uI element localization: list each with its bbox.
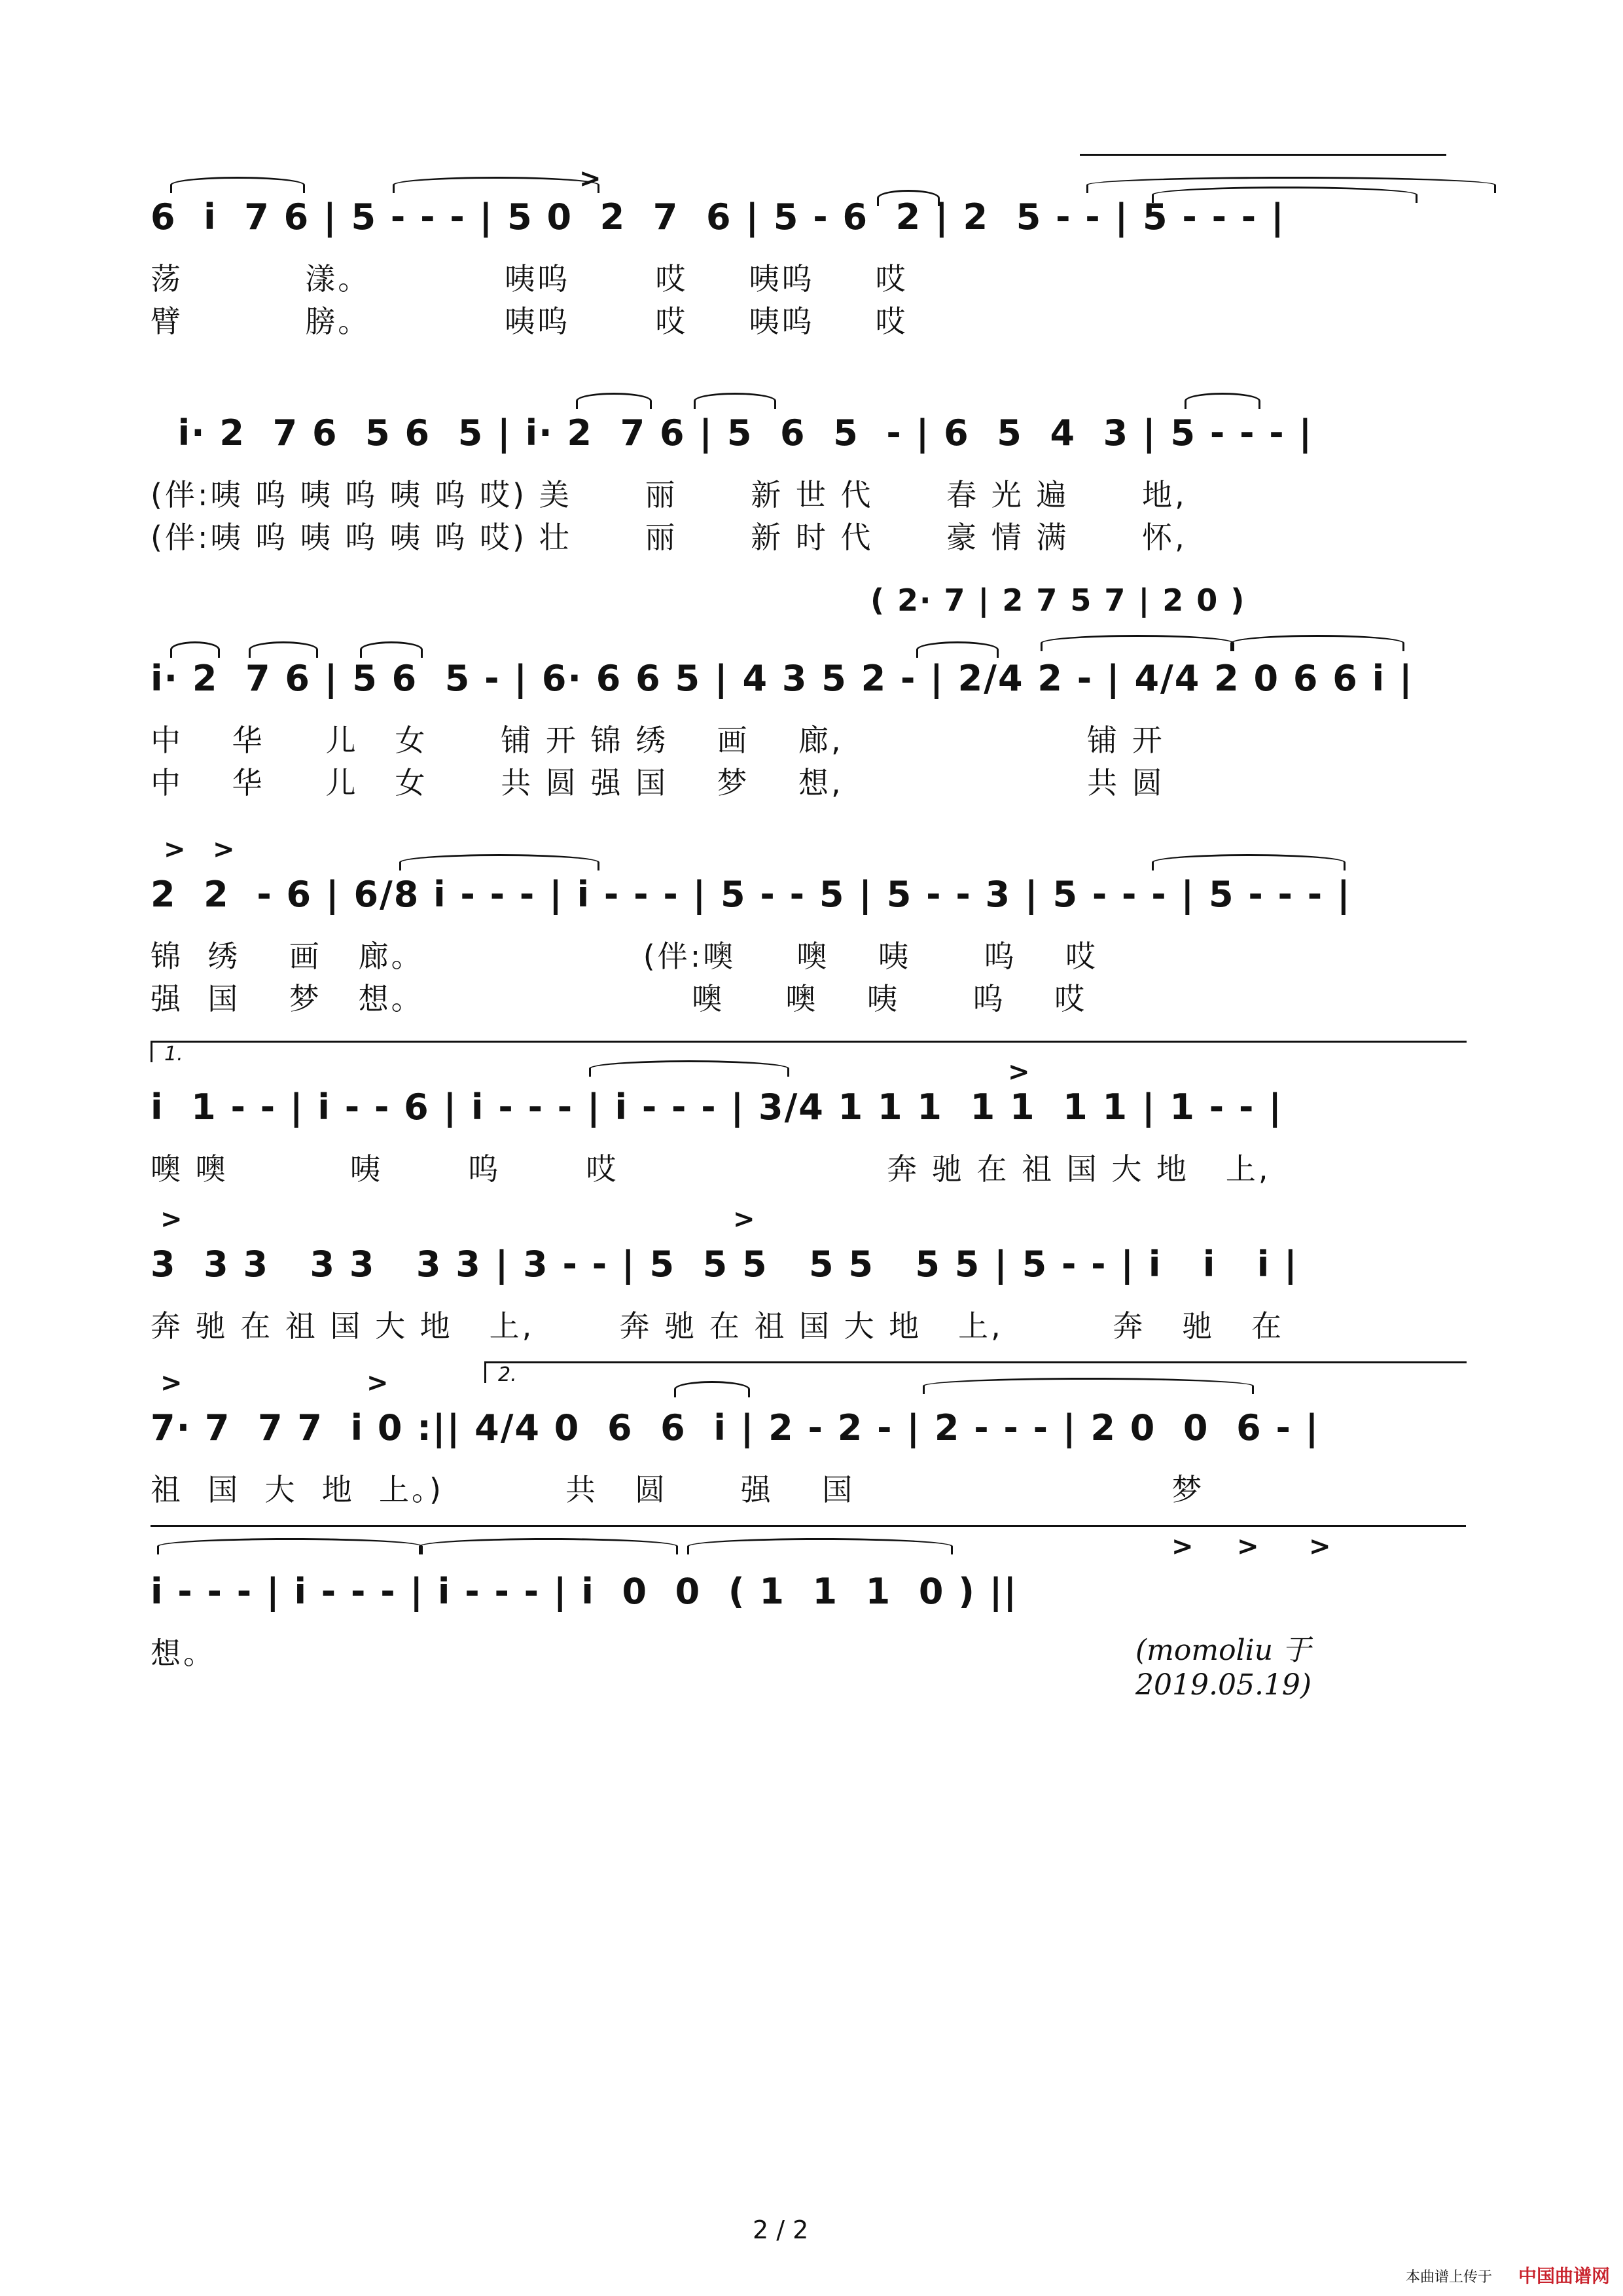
accent-mark: > <box>213 834 235 865</box>
lyric-line-1: 中 华 儿 女 铺 开 锦 绣 画 廊, 铺 开 <box>151 723 1165 758</box>
page-number: 2 / 2 <box>753 2215 809 2244</box>
notation-line: 2 2 - 6 | 6/8 i - - - | i - - - | 5 - - 5 | 5 - - 3 | 5 - - - | 5 - - - | <box>151 874 1351 915</box>
tie <box>687 1538 953 1554</box>
notation-line: i· 2 7 6 5 6 5 | i· 2 7 6 | 5 6 5 - | 6 5 4 3 | 5 - - - | <box>151 412 1313 454</box>
tie <box>1185 393 1260 409</box>
accent-mark: > <box>164 834 186 865</box>
notation-line: i· 2 7 6 | 5 6 5 - | 6· 6 6 5 | 4 3 5 2 - | 2/4 2 - | 4/4 2 0 6 6 i | <box>151 658 1414 699</box>
accent-mark: > <box>579 164 601 194</box>
tie <box>589 1060 789 1077</box>
accent-mark: > <box>160 1368 183 1398</box>
lyric-line-1: 荡 漾。 咦呜 哎 咦呜 哎 <box>151 261 908 296</box>
accent-mark: > <box>1237 1532 1259 1562</box>
tie <box>916 641 999 658</box>
notation-line: 3 3 3 3 3 3 3 | 3 - - | 5 5 5 5 5 5 5 | 5 - - | i i i | <box>151 1244 1298 1285</box>
tie <box>576 393 652 409</box>
lyric-line-2: (伴:咦 呜 咦 呜 咦 呜 哎) 壮 丽 新 时 代 豪 情 满 怀, <box>151 520 1187 555</box>
volta-bracket-2: 2. <box>484 1361 1467 1383</box>
tie <box>674 1381 750 1397</box>
intro-notation: ( 2· 7 | 2 7 5 7 | 2 0 ) <box>870 583 1246 618</box>
tie <box>170 177 305 193</box>
accent-mark: > <box>366 1368 389 1398</box>
lyric-line-1: 想。 <box>151 1636 216 1671</box>
tie <box>1041 635 1234 651</box>
tie <box>1152 854 1346 870</box>
lyric-line-2: 强 国 梦 想。 噢 噢 咦 呜 哎 <box>151 981 1088 1016</box>
accent-mark: > <box>1309 1532 1331 1562</box>
notation-line: i - - - | i - - - | i - - - | i 0 0 ( 1 1 1 0 ) || <box>151 1571 1018 1612</box>
tie <box>419 1538 678 1554</box>
arranger-credit: (momoliu 于2019.05.19) <box>1135 1634 1312 1702</box>
accent-mark: > <box>733 1204 755 1234</box>
crescendo-line <box>1080 154 1446 156</box>
volta-bracket-1: 1. <box>151 1041 1467 1062</box>
tie <box>1230 635 1404 651</box>
tie <box>393 177 599 193</box>
tie <box>170 641 220 658</box>
tie <box>249 641 318 658</box>
lyric-line-2: 中 华 儿 女 共 圆 强 国 梦 想, 共 圆 <box>151 765 1165 800</box>
accent-mark: > <box>1171 1532 1194 1562</box>
lyric-line-1: 祖 国 大 地 上。) 共 圆 强 国 梦 <box>151 1472 1205 1507</box>
accent-mark: > <box>160 1204 183 1234</box>
lyric-line-2: 臂 膀。 咦呜 哎 咦呜 哎 <box>151 304 908 339</box>
lyric-line-1: 奔 驰 在 祖 国 大 地 上, 奔 驰 在 祖 国 大 地 上, 奔 驰 在 <box>151 1308 1285 1344</box>
lyric-line-1: 锦 绣 画 廊。 (伴:噢 噢 咦 呜 哎 <box>151 939 1099 974</box>
tie <box>360 641 423 658</box>
notation-line: 7· 7 7 7 i 0 :|| 4/4 0 6 6 i | 2 - 2 - | 2 - - - | 2 0 0 6 - | <box>151 1407 1320 1448</box>
lyric-line-1: (伴:咦 呜 咦 呜 咦 呜 哎) 美 丽 新 世 代 春 光 遍 地, <box>151 477 1187 512</box>
notation-line: i 1 - - | i - - 6 | i - - - | i - - - | 3/4 1 1 1 1 1 1 1 | 1 - - | <box>151 1086 1283 1128</box>
upload-note: 本曲谱上传于 <box>1405 2269 1492 2286</box>
site-logo[interactable]: 中国曲谱网 <box>1518 2265 1610 2287</box>
tie <box>399 854 599 870</box>
accent-mark: > <box>1008 1057 1030 1087</box>
bracket-line <box>151 1525 1466 1527</box>
notation-line: 6 i 7 6 | 5 - - - | 5 0 2 7 6 | 5 - 6 2 | 2 5 - - | 5 - - - | <box>151 196 1285 238</box>
tie <box>694 393 776 409</box>
tie <box>923 1378 1254 1394</box>
tie <box>157 1538 423 1554</box>
lyric-line-1: 噢 噢 咦 呜 哎 奔 驰 在 祖 国 大 地 上, <box>151 1151 1271 1187</box>
